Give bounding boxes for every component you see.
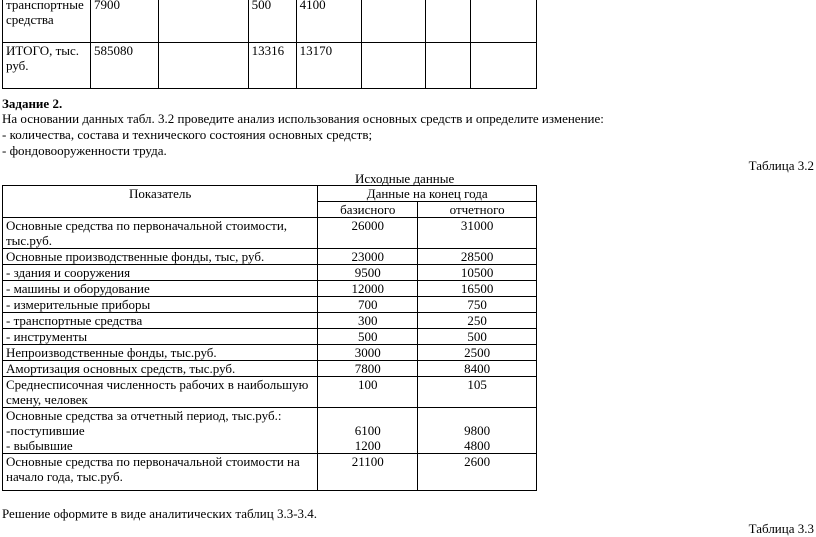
report-value: 250	[418, 313, 537, 329]
row-label: - здания и сооружения	[3, 265, 318, 281]
row-label: транспортные средства	[3, 0, 91, 43]
table-row	[3, 329, 537, 345]
source-data-table	[2, 185, 537, 491]
table-row	[3, 0, 537, 43]
table-row	[3, 265, 537, 281]
row-label: - транспортные средства	[3, 313, 318, 329]
cell	[361, 0, 426, 43]
table-row	[3, 297, 537, 313]
base-value: 9500	[318, 265, 418, 281]
cell: 7900	[90, 0, 158, 43]
table-title: Исходные данные	[355, 171, 455, 186]
cell: 13316	[248, 43, 296, 89]
header-data: Данные на конец года	[318, 186, 537, 202]
row-label: Основные средства по первоначальной стоимости на начало года, тыс.руб.	[3, 454, 318, 491]
table-row	[3, 313, 537, 329]
base-value: 7800	[318, 361, 418, 377]
cell	[426, 43, 471, 89]
base-incoming: 6100	[354, 423, 381, 438]
cell: 500	[248, 0, 296, 43]
row-label: Амортизация основных средств, тыс.руб.	[3, 361, 318, 377]
cell	[471, 43, 537, 89]
row-label: Основные производственные фонды, тыс, руб.	[3, 249, 318, 265]
incoming-label: -поступившие	[6, 423, 85, 438]
report-incoming: 9800	[464, 423, 491, 438]
cell	[361, 43, 426, 89]
next-table-caption: Таблица 3.3	[748, 521, 814, 536]
report-value: 2500	[418, 345, 537, 361]
table-header-row	[3, 186, 537, 202]
row-label: - машины и оборудование	[3, 281, 318, 297]
base-value	[318, 408, 418, 454]
report-value: 28500	[418, 249, 537, 265]
base-value: 12000	[318, 281, 418, 297]
table-row	[3, 377, 537, 408]
task-line-3: - фондовооруженности труда.	[2, 143, 167, 158]
base-value: 23000	[318, 249, 418, 265]
report-value: 2600	[418, 454, 537, 491]
base-value: 100	[318, 377, 418, 408]
outgoing-label: - выбывшие	[6, 438, 73, 453]
table-row	[3, 408, 537, 454]
row-label: - инструменты	[3, 329, 318, 345]
report-value: 8400	[418, 361, 537, 377]
report-outgoing: 4800	[464, 438, 491, 453]
row-label	[3, 408, 318, 454]
table-caption: Таблица 3.2	[748, 158, 814, 173]
report-value: 500	[418, 329, 537, 345]
cell	[426, 0, 471, 43]
header-base: базисного	[318, 202, 418, 218]
row-label: Основные средства по первоначальной стоимости, тыс.руб.	[3, 218, 318, 249]
table-row	[3, 361, 537, 377]
task-title: Задание 2.	[2, 96, 63, 111]
cell	[471, 0, 537, 43]
base-value: 500	[318, 329, 418, 345]
top-table	[2, 0, 537, 89]
report-value: 16500	[418, 281, 537, 297]
cell: 585080	[90, 43, 158, 89]
cell: 13170	[296, 43, 361, 89]
cell	[158, 43, 248, 89]
report-value: 10500	[418, 265, 537, 281]
report-value	[418, 408, 537, 454]
table-row	[3, 43, 537, 89]
header-report: отчетного	[418, 202, 537, 218]
cell: 4100	[296, 0, 361, 43]
base-outgoing: 1200	[354, 438, 381, 453]
base-value: 3000	[318, 345, 418, 361]
table-row	[3, 249, 537, 265]
table-row	[3, 345, 537, 361]
solution-note: Решение оформите в виде аналитических таблиц 3.3-3.4.	[2, 506, 318, 521]
report-value: 31000	[418, 218, 537, 249]
row-label: - измерительные приборы	[3, 297, 318, 313]
report-value: 750	[418, 297, 537, 313]
period-label: Основные средства за отчетный период, тыс.руб.:	[6, 408, 282, 423]
task-line-1: На основании данных табл. 3.2 проведите анализ использования основных средств и определите изменение:	[2, 111, 604, 126]
table-row	[3, 281, 537, 297]
cell	[158, 0, 248, 43]
table-row	[3, 218, 537, 249]
table-row	[3, 454, 537, 491]
base-value: 26000	[318, 218, 418, 249]
base-value: 300	[318, 313, 418, 329]
row-label: Среднесписочная численность рабочих в наибольшую смену, человек	[3, 377, 318, 408]
row-label: Непроизводственные фонды, тыс.руб.	[3, 345, 318, 361]
base-value: 21100	[318, 454, 418, 491]
task-line-2: - количества, состава и технического состояния основных средств;	[2, 127, 373, 142]
base-value: 700	[318, 297, 418, 313]
row-label: ИТОГО, тыс. руб.	[3, 43, 91, 89]
header-indicator: Показатель	[3, 186, 318, 218]
report-value: 105	[418, 377, 537, 408]
